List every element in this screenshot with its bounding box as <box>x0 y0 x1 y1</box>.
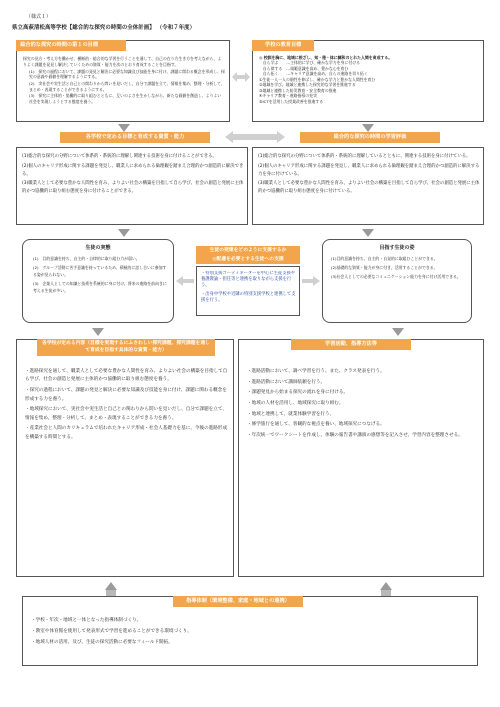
method-item: ・課題発見から始まる探究の流れを身に付ける。 <box>247 390 349 396</box>
target-student-box <box>322 239 472 323</box>
qualities-header: 各学校で定める目標と育成する資質・能力 <box>60 132 210 143</box>
support-content <box>201 271 299 315</box>
method-item: ・地域の人材を活用し、地域探究に取り組む。 <box>247 401 344 407</box>
student-actual-item: (3) 企業人としての知識と技術を系統的に身に付け、将来の進路を前向きに考える生徒が多い。 <box>33 280 167 293</box>
guidance-item: ・地域人材の活用、及び、生徒の探究活動に必要なフィールド開拓。 <box>31 639 173 645</box>
method-item: ・進路活動において、調べ学習を行う。また、クラス発表を行う。 <box>247 369 385 374</box>
evaluation-item: (1)総合的な探究の分野について体系的・系統的に理解しているとともに、関連する技術を身に付けている。 <box>258 154 471 159</box>
method-box-content <box>247 368 479 573</box>
quality-item: (3)職業人として必要な豊かな人間性を育み、よりよい社会の構築を目指して自ら学び、社会の創造と発展に主体的かつ協働的に取り組む態度を身に付けることができる。 <box>22 181 244 195</box>
student-actual-header: 生徒の実態 <box>85 245 111 251</box>
school-goal-item: 自ら学ぶ …主体的に学び、確かな学力を身に付ける <box>259 60 360 66</box>
guidance-item: ・学校・年次・地域と一体となった指導体制づくり。 <box>31 618 142 623</box>
content-box-content <box>25 368 229 573</box>
evaluation-item: (3)職業人として必要な豊かな人間性を育み、よりよい社会の構築を目指して自ら学び、社会の創造と発展に主体的かつ協働的に取り組む態度を身に付けている。 <box>258 181 480 195</box>
down-arrow-icon <box>118 124 130 132</box>
support-item: ・出身中学校や近隣の特別支援学校と連携して支援を行う。 <box>201 291 296 304</box>
target-student-content <box>331 256 467 320</box>
right-arrow-icon <box>302 276 320 286</box>
school-goal-item: ⑤ICTを活用した授業改善を推進する <box>259 98 324 104</box>
double-arrow-icon <box>232 72 250 82</box>
method-box-header: 学習活動、指導方法等 <box>291 339 411 350</box>
goal-item: (1) 探究の過程において、課題の発見と解決に必要な知識及び技能を身に付け、課題に関わる概念を形成し、探究の意義や価値を理解するようにする。 <box>29 68 225 80</box>
down-arrow-icon <box>392 328 404 336</box>
qualities-box <box>16 147 248 225</box>
guidance-content <box>31 617 471 665</box>
school-goal-item: 自ら拓く …キャリア意識を高め、自らの進路を切り拓く <box>259 71 368 77</box>
goal-item: (2) 実社会や実生活と自己との関わりから問いを見いだし、自分で課題を立て、情報を集め、整理・分析して、まとめ・表現することができるようにする。 <box>29 81 225 92</box>
target-student-item: (2)基礎的な資質・能力が身に付き、活用することができる。 <box>331 265 438 271</box>
content-box-header: 各学校が定める内容（目標を実現するにふさわしい探究課題、探究課題を通して育成を目指す具体的な資質・能力） <box>37 339 215 356</box>
evaluation-box <box>252 147 484 225</box>
school-goals-content <box>259 55 481 121</box>
content-item: ・産業社会と人間のカリキュラムで培われたキャリア形成・社会人基礎力を基に、今後の進路形成を構築する時間とする。 <box>25 426 228 440</box>
evaluation-item: (2)個人のキャリア形成に関する課題を発見し、職業人に求められる倫理観を踏まえ合理的かつ創造的に解決する力を身に付けている。 <box>258 163 480 177</box>
support-subheader: ◎配慮を必要とする生徒への支援 <box>196 255 300 264</box>
student-actual-content <box>33 256 169 320</box>
school-goal-item: ④キャリア教育・進路指導の充実 <box>259 93 317 99</box>
school-goal-item: ①生徒一人一人の個性を伸ばし、確かな学力と豊かな人間性を育む <box>259 76 376 82</box>
target-student-item: (3)社会人としての必要なコミュニケーション能力を身に付け活用できる。 <box>331 274 461 280</box>
quality-item: (2)個人のキャリア形成に関する課題を発見し、職業人に求められる倫理観を踏まえ合理的かつ創造的に解決できる。 <box>22 163 244 177</box>
down-arrow-icon <box>118 229 130 237</box>
support-header: 生徒の発達をどのように支援するか <box>196 246 300 255</box>
school-goal-item: 自ら律する …規範意識を高め、豊かな心を育む <box>259 65 349 71</box>
double-arrow-icon <box>225 131 285 143</box>
evaluation-content <box>258 153 480 223</box>
student-actual-item: (2) グループ活動に苦手意識を持っているため、積極的に話し合いに参加する姿が見られない。 <box>33 265 167 277</box>
goal-intro: 探究の見方・考え方を働かせ、横断的・総合的な学習を行うことを通して、自己の在り方生き方を考えながら、よりよく課題を発見し解決していくための資質・能力を次のとおり育成することを目指す。 <box>23 56 222 67</box>
form-label: （様式１） <box>26 14 52 20</box>
up-arrow-icon <box>105 582 117 590</box>
down-arrow-icon <box>362 124 374 132</box>
goal-box-header: 総合的な探究の時間の第１の目標 <box>16 40 126 51</box>
content-item: ・探究の過程において、課題の発見と解決に必要な知識及び技能を身に付け、課題に関わる概念を形成する力を養う。 <box>25 388 227 402</box>
method-item: ・進路活動において講師依頼を行う。 <box>247 379 326 385</box>
guidance-box <box>22 596 478 666</box>
student-actual-box <box>22 239 174 323</box>
method-item: ・修学旅行を通して、客観的な視点を養い、地域探究につなげる。 <box>247 422 385 428</box>
target-student-header: 目指す生徒の姿 <box>379 245 415 251</box>
school-goal-item: ②地域を学び、地域と連携した探究的な学習を推進する <box>259 82 356 88</box>
target-student-item: (1)目的意識を持ち、自主的・自発的に取組むことができる。 <box>331 256 438 261</box>
school-goal-item: ③地域と連携した防災教育・安全教育の推進 <box>259 87 337 93</box>
quality-item: (1)総合的な探究の分野について体系的・系統的に理解し関連する技術を身に付けることができる。 <box>22 154 217 159</box>
school-goals-header: 学校の教育目標 <box>252 40 314 51</box>
support-item: ・特別支援コーディネーターを中心に生徒支援や養護教諭・担任等と連携を取りながら支援を行う。 <box>201 271 296 289</box>
method-item: ・地域と連携して、就業体験学習を行う。 <box>247 411 335 417</box>
up-arrow-icon <box>380 582 392 590</box>
goal-item: (3) 探究に主体的・協働的に取り組むとともに、互いのよさを生かしながら、新たな価値を創造し、よりよい社会を実現しようとする態度を養う。 <box>29 93 222 105</box>
content-item: ・地域探究において、実社会や実生活と自己との関わりから問いを見いだし、自分で課題を立て、情報を集め、整理・分析して、まとめ・表現することができる力を養う。 <box>25 407 227 421</box>
guidance-header: 指導体制（環境整備、家庭・地域との連携） <box>173 596 303 607</box>
content-box <box>16 339 234 577</box>
method-box <box>238 339 484 577</box>
guidance-item: ・教室や体育館を使用して発表形式で学習を進めることができる環境づくり。 <box>31 628 192 634</box>
school-goals-lead: ◎ 校訓を胸に、地域に根ざし、知・徳・体に調和のとれた人間を育成する。 <box>259 55 393 60</box>
evaluation-header: 総合的な探究の時間の学習評価 <box>300 132 440 143</box>
goal-box <box>16 40 230 122</box>
goal-box-content <box>23 56 225 120</box>
content-item: ・進路探究を通して、職業人として必要な豊かな人間性を育み、よりよい社会の構築を目指して自ら学び、社会の創造と発展に主体的かつ協働的に取り組む態度を養う。 <box>25 369 228 383</box>
school-goals-box <box>252 40 484 122</box>
qualities-content <box>22 153 244 223</box>
down-arrow-icon <box>362 229 374 237</box>
page-title: 県立高萩清松高等学校【総合的な探究の時間の全体計画】 （令和７年度） <box>12 25 196 31</box>
student-actual-item: (1) 目的意識を持ち、自主的・自律的に取り組む力が弱い。 <box>33 256 140 261</box>
support-box <box>196 266 300 316</box>
left-arrow-icon <box>176 276 194 286</box>
method-item: ・年次統一でワークシートを作成し、体験の報告書や講演の感想等を記入させ、学習内容を整理させる。 <box>247 433 463 439</box>
down-arrow-icon <box>92 328 104 336</box>
